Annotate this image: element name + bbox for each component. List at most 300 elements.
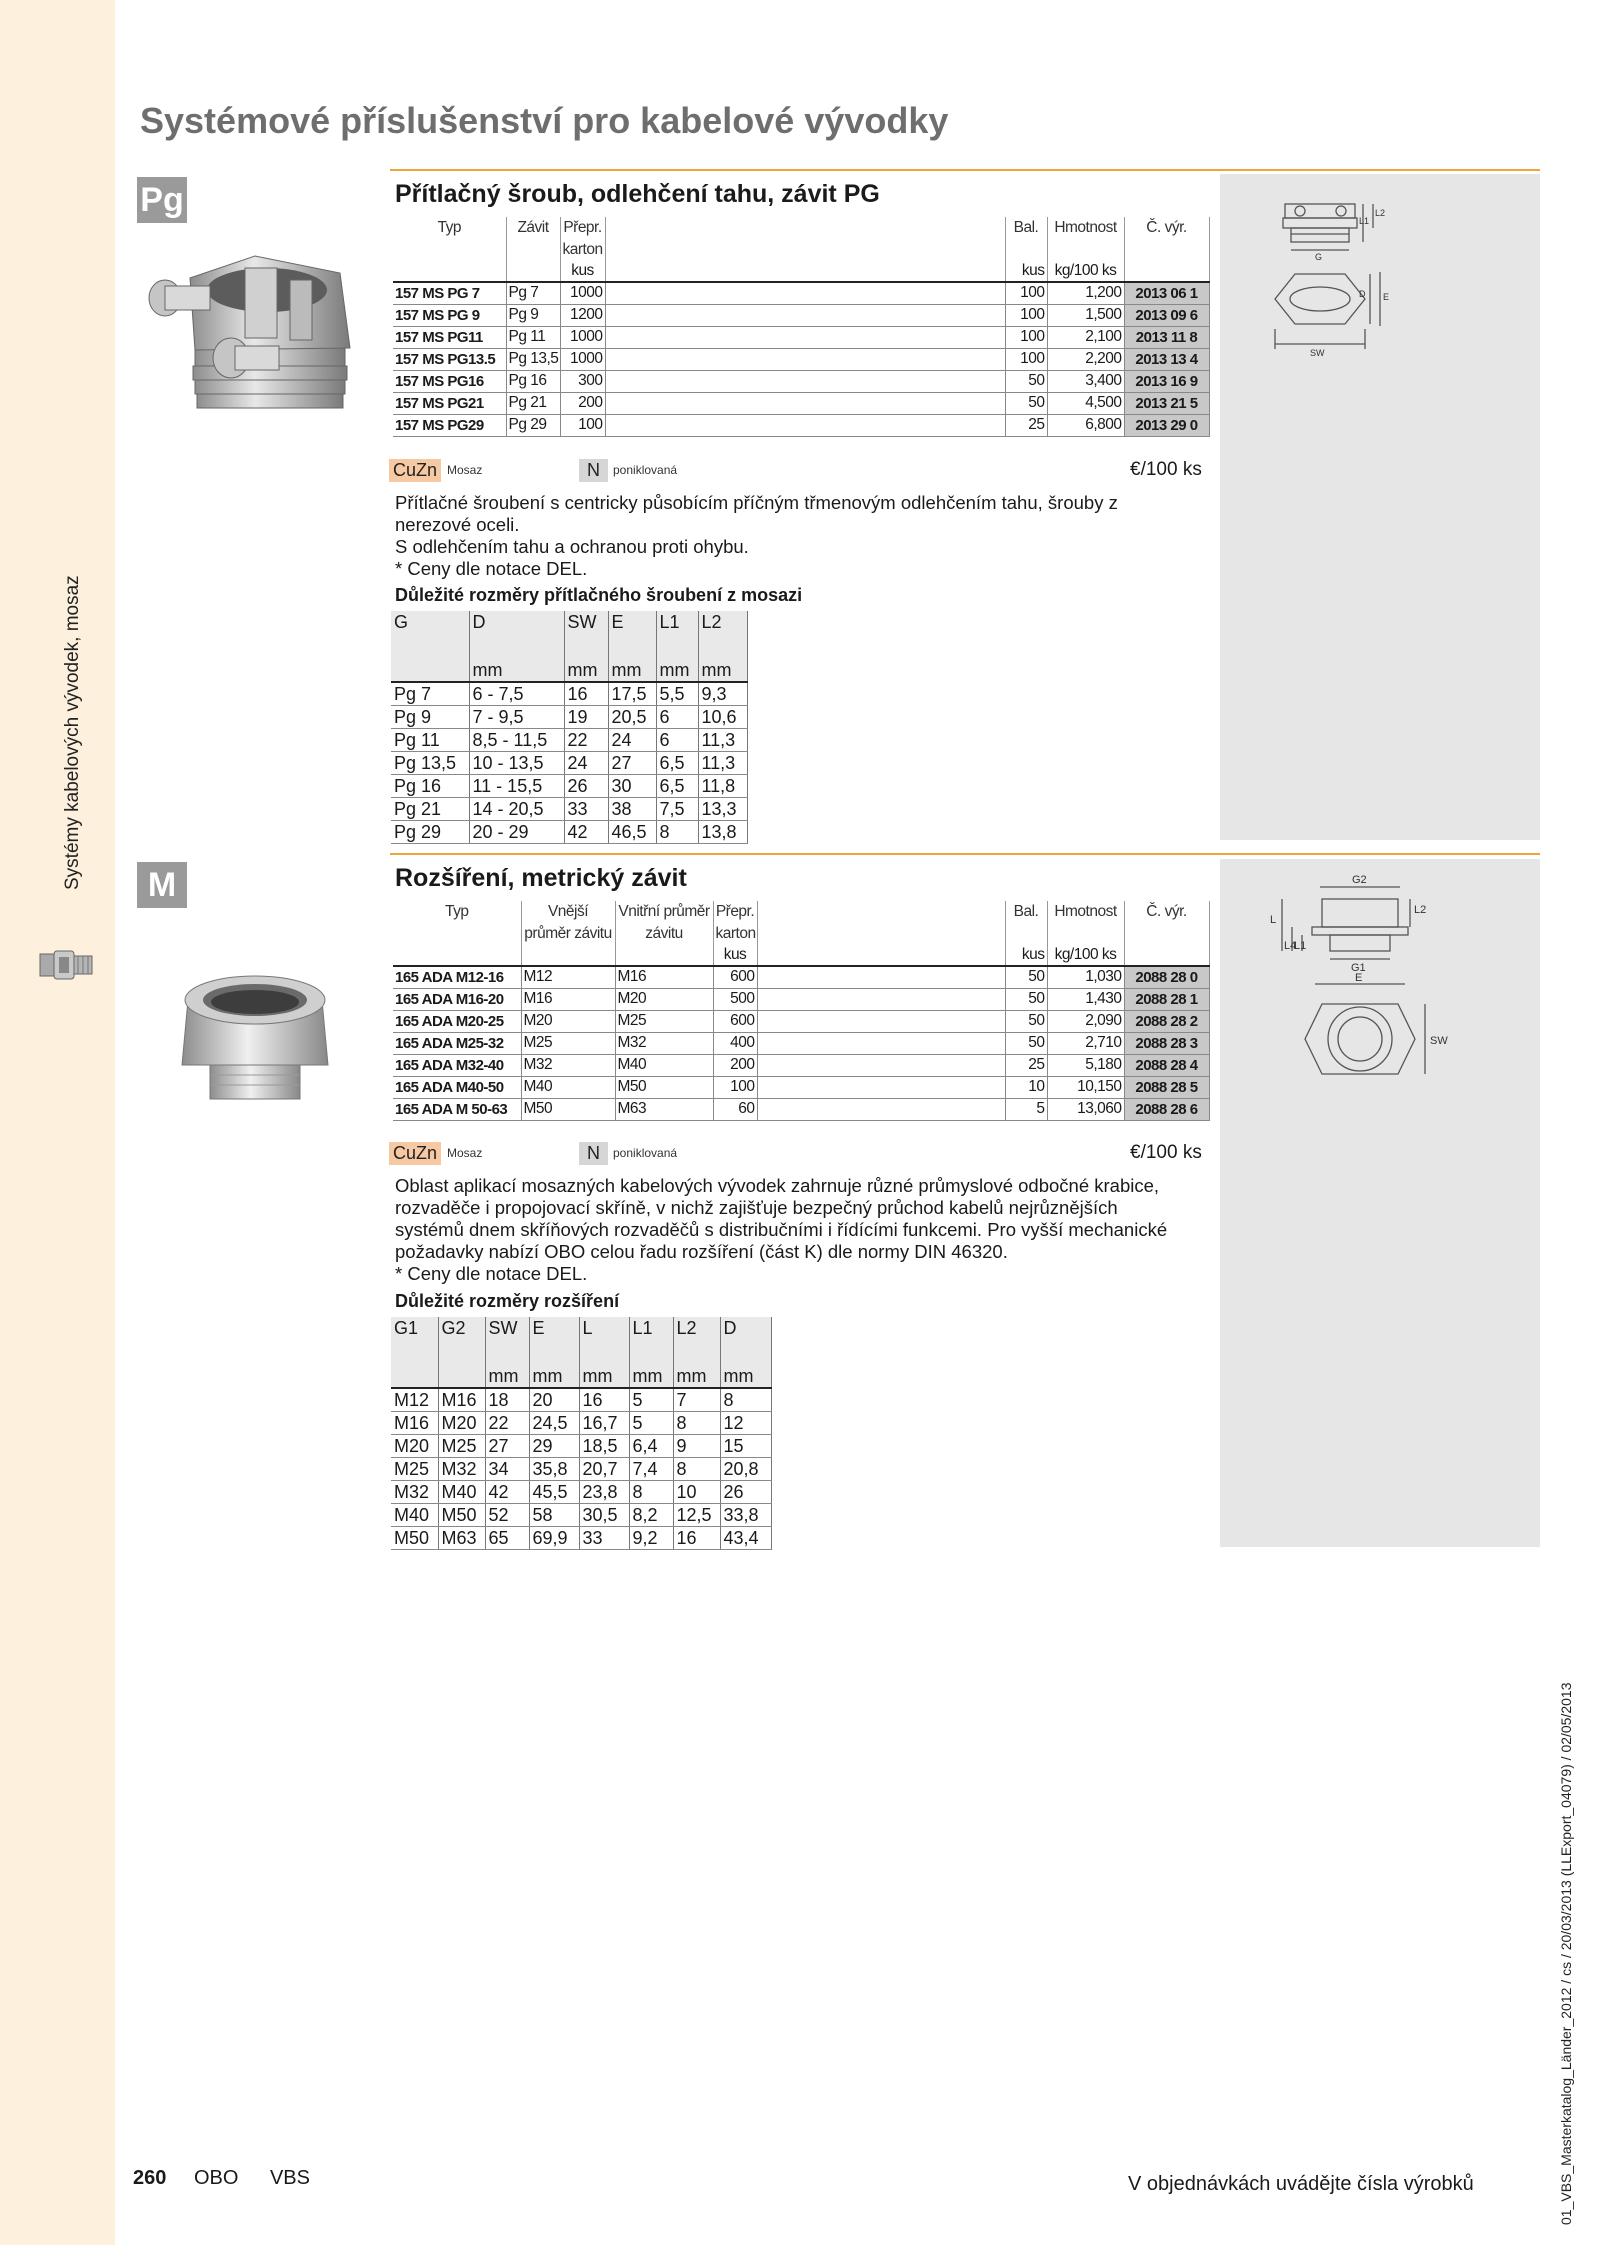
- dim-header: SW: [564, 611, 608, 659]
- dim-cell: 16: [564, 682, 608, 706]
- dim-row: [391, 1458, 771, 1481]
- dim-cell: M12: [391, 1388, 438, 1412]
- drawing-label-l1: L1: [1294, 940, 1307, 952]
- cable-gland-icon: [36, 948, 98, 982]
- cell-typ: 165 ADA M25-32: [393, 1032, 521, 1054]
- dim-cell: 5: [629, 1388, 673, 1412]
- dim-cell: 17,5: [608, 682, 656, 706]
- dim-cell: 7: [673, 1388, 720, 1412]
- finish-label: poniklovaná: [613, 1146, 678, 1160]
- cell-cislo: 2013 09 6: [1124, 304, 1209, 326]
- cell-typ: 157 MS PG29: [393, 414, 506, 436]
- dim-title-m: Důležité rozměry rozšíření: [395, 1291, 620, 1311]
- cell-bal: 5: [1005, 1098, 1047, 1120]
- dim-cell: 52: [485, 1504, 529, 1527]
- dim-header: D: [469, 611, 564, 659]
- section-badge-m: M: [137, 862, 187, 908]
- cell-hmot: 2,200: [1047, 348, 1124, 370]
- cell-cislo: 2013 13 4: [1124, 348, 1209, 370]
- dim-cell: Pg 11: [391, 729, 469, 752]
- dim-header: SW: [485, 1317, 529, 1365]
- dim-units-row: [391, 659, 747, 682]
- table-row: [393, 282, 1209, 304]
- table-row: [393, 1010, 1209, 1032]
- cell-vnitrni: M40: [615, 1054, 713, 1076]
- cell-zavit: Pg 13,5: [506, 348, 560, 370]
- cell-typ: 157 MS PG16: [393, 370, 506, 392]
- dim-cell: 33,8: [720, 1504, 771, 1527]
- cell-bal: 100: [1005, 304, 1047, 326]
- col-hmot: Hmotnost: [1047, 217, 1124, 261]
- dim-row: [391, 775, 747, 798]
- table-row: [393, 326, 1209, 348]
- dim-cell: Pg 16: [391, 775, 469, 798]
- drawing-panel-m: [1220, 859, 1540, 1547]
- description-m: Oblast aplikací mosazných kabelových vývodek zahrnuje různé průmyslové odbočné krabice, rozvaděče i propojovací skříně, v nichž zajišťuje bezpečný průchod kabelů nejrůznějších systémů dnem skříňových rozvaděčů s distribučními i řídícími funkcemi. Pro vyšší mechanické požadavky nabízí OBO celou řadu rozšíření (část K) dle normy DIN 46320. * Ceny dle notace DEL.: [395, 1175, 1168, 1284]
- dim-row: [391, 1481, 771, 1504]
- cell-prepr: 600: [713, 1010, 757, 1032]
- table-row: [393, 988, 1209, 1010]
- cell-hmot: 1,500: [1047, 304, 1124, 326]
- dim-cell: 10,6: [698, 706, 747, 729]
- drawing-label-g: G: [1315, 252, 1323, 262]
- dim-cell: 6,5: [656, 775, 698, 798]
- dim-header: L1: [629, 1317, 673, 1365]
- table-row: [393, 1098, 1209, 1120]
- price-unit: €/100 ks: [1130, 1142, 1202, 1163]
- cell-typ: 165 ADA M40-50: [393, 1076, 521, 1098]
- drawing-label-l1: L1: [1359, 216, 1370, 226]
- dim-cell: 10 - 13,5: [469, 752, 564, 775]
- dim-cell: 30: [608, 775, 656, 798]
- dim-cell: M16: [391, 1412, 438, 1435]
- dim-cell: 8: [720, 1388, 771, 1412]
- dim-header: E: [608, 611, 656, 659]
- dim-row: [391, 1504, 771, 1527]
- cell-typ: 165 ADA M12-16: [393, 966, 521, 988]
- cell-bal: 50: [1005, 370, 1047, 392]
- dim-cell: M32: [438, 1458, 485, 1481]
- dim-cell: 42: [485, 1481, 529, 1504]
- dim-cell: M50: [438, 1504, 485, 1527]
- cell-vnejsi: M12: [521, 966, 615, 988]
- col-hmot: Hmotnost: [1047, 901, 1124, 945]
- dim-cell: 8: [629, 1481, 673, 1504]
- dim-cell: 33: [579, 1527, 629, 1550]
- cell-cislo: 2088 28 5: [1124, 1076, 1209, 1098]
- dim-cell: 20,5: [608, 706, 656, 729]
- material-label: Mosaz: [447, 1146, 483, 1160]
- cell-bal: 50: [1005, 966, 1047, 988]
- table-header: [393, 901, 1209, 945]
- dim-cell: 8,2: [629, 1504, 673, 1527]
- dim-header: L2: [673, 1317, 720, 1365]
- product-table-m: [393, 901, 1210, 1121]
- footer-section: VBS: [269, 2167, 310, 2189]
- table-row: [393, 392, 1209, 414]
- cell-bal: 100: [1005, 326, 1047, 348]
- finish-label: poniklovaná: [613, 463, 678, 477]
- cell-vnitrni: M50: [615, 1076, 713, 1098]
- dim-header-row: [391, 611, 747, 659]
- dim-cell: 9,2: [629, 1527, 673, 1550]
- product-table-pg: [393, 217, 1210, 437]
- dim-row: [391, 706, 747, 729]
- dim-cell: 46,5: [608, 821, 656, 844]
- m-technical-drawing: [1260, 869, 1460, 1099]
- table-units-row: kus kus kg/100 ks: [393, 945, 1209, 966]
- dim-cell: 16: [673, 1527, 720, 1550]
- dim-cell: 18,5: [579, 1435, 629, 1458]
- cell-prepr: 400: [713, 1032, 757, 1054]
- col-typ: Typ: [393, 901, 521, 945]
- cell-zavit: Pg 16: [506, 370, 560, 392]
- dim-cell: 7 - 9,5: [469, 706, 564, 729]
- col-vnitrni: Vnitřní průměr závitu: [615, 901, 713, 945]
- col-prepr: Přepr. karton: [560, 217, 605, 261]
- dim-cell: 35,8: [529, 1458, 579, 1481]
- dim-row: [391, 752, 747, 775]
- cell-hmot: 1,030: [1047, 966, 1124, 988]
- col-zavit: Závit: [506, 217, 560, 261]
- col-bal: Bal.: [1005, 901, 1047, 945]
- dim-header: L: [579, 1317, 629, 1365]
- dim-header: G2: [438, 1317, 485, 1365]
- cell-prepr: 100: [713, 1076, 757, 1098]
- drawing-label-e: E: [1383, 292, 1390, 302]
- dim-row: [391, 821, 747, 844]
- dim-cell: 23,8: [579, 1481, 629, 1504]
- cell-prepr: 200: [713, 1054, 757, 1076]
- col-cislo: Č. výr.: [1124, 217, 1209, 261]
- cell-cislo: 2088 28 3: [1124, 1032, 1209, 1054]
- cell-cislo: 2088 28 1: [1124, 988, 1209, 1010]
- cell-cislo: 2088 28 6: [1124, 1098, 1209, 1120]
- cell-typ: 165 ADA M32-40: [393, 1054, 521, 1076]
- table-units-row: kus kus kg/100 ks: [393, 261, 1209, 282]
- section-badge-pg: Pg: [137, 177, 187, 223]
- table-row: [393, 1032, 1209, 1054]
- finish-badge: N: [579, 1142, 608, 1165]
- dim-cell: 6,4: [629, 1435, 673, 1458]
- col-bal: Bal.: [1005, 217, 1047, 261]
- drawing-label-g2: G2: [1352, 874, 1367, 886]
- dim-cell: Pg 7: [391, 682, 469, 706]
- cell-vnitrni: M20: [615, 988, 713, 1010]
- section-divider: [390, 169, 1540, 171]
- dim-row: [391, 1527, 771, 1550]
- page-number: 260: [133, 2167, 167, 2189]
- dim-unit: mm: [656, 659, 698, 682]
- cell-bal: 50: [1005, 392, 1047, 414]
- cell-hmot: 2,100: [1047, 326, 1124, 348]
- dim-unit: [438, 1365, 485, 1388]
- dim-unit: mm: [469, 659, 564, 682]
- dim-unit: mm: [698, 659, 747, 682]
- cell-hmot: 5,180: [1047, 1054, 1124, 1076]
- dim-table-m: [391, 1317, 772, 1550]
- drawing-label-sw: SW: [1430, 1035, 1448, 1047]
- drawing-label-d: D: [1359, 289, 1366, 299]
- dim-cell: Pg 9: [391, 706, 469, 729]
- dim-cell: M25: [391, 1458, 438, 1481]
- dim-row: [391, 729, 747, 752]
- dim-unit: mm: [629, 1365, 673, 1388]
- cell-cislo: 2013 11 8: [1124, 326, 1209, 348]
- cell-cislo: 2013 29 0: [1124, 414, 1209, 436]
- drawing-label-l: L: [1270, 914, 1277, 926]
- cell-vnejsi: M16: [521, 988, 615, 1010]
- dim-table-pg: [391, 611, 748, 844]
- table-row: [393, 348, 1209, 370]
- cell-vnitrni: M32: [615, 1032, 713, 1054]
- cell-typ: 157 MS PG21: [393, 392, 506, 414]
- dim-cell: 58: [529, 1504, 579, 1527]
- cell-bal: 10: [1005, 1076, 1047, 1098]
- dim-header: L2: [698, 611, 747, 659]
- cell-vnejsi: M40: [521, 1076, 615, 1098]
- dim-cell: 20: [529, 1388, 579, 1412]
- col-vnejsi: Vnější průměr závitu: [521, 901, 615, 945]
- cell-cislo: 2088 28 4: [1124, 1054, 1209, 1076]
- dim-cell: 6: [656, 729, 698, 752]
- material-info: [389, 457, 709, 483]
- dim-cell: 6 - 7,5: [469, 682, 564, 706]
- dim-cell: 6,5: [656, 752, 698, 775]
- cell-hmot: 6,800: [1047, 414, 1124, 436]
- dim-cell: 8,5 - 11,5: [469, 729, 564, 752]
- dim-cell: 11,3: [698, 752, 747, 775]
- dim-cell: 6: [656, 706, 698, 729]
- dim-cell: 33: [564, 798, 608, 821]
- dim-cell: 22: [564, 729, 608, 752]
- cell-prepr: 500: [713, 988, 757, 1010]
- dim-row: [391, 1435, 771, 1458]
- footer-note: V objednávkách uvádějte čísla výrobků: [1128, 2173, 1474, 2195]
- dim-cell: 9,3: [698, 682, 747, 706]
- dim-cell: 9: [673, 1435, 720, 1458]
- dim-cell: 10: [673, 1481, 720, 1504]
- cell-vnejsi: M50: [521, 1098, 615, 1120]
- cell-cislo: 2088 28 2: [1124, 1010, 1209, 1032]
- dim-cell: 14 - 20,5: [469, 798, 564, 821]
- dim-cell: 26: [564, 775, 608, 798]
- cell-prepr: 1000: [560, 282, 605, 304]
- cell-bal: 50: [1005, 1032, 1047, 1054]
- dim-cell: 27: [485, 1435, 529, 1458]
- dim-cell: M63: [438, 1527, 485, 1550]
- table-row: [393, 304, 1209, 326]
- dim-row: [391, 798, 747, 821]
- cell-hmot: 13,060: [1047, 1098, 1124, 1120]
- dim-cell: 13,3: [698, 798, 747, 821]
- cell-vnitrni: M63: [615, 1098, 713, 1120]
- dim-unit: mm: [720, 1365, 771, 1388]
- cell-typ: 165 ADA M20-25: [393, 1010, 521, 1032]
- dim-cell: M40: [391, 1504, 438, 1527]
- dim-cell: 12,5: [673, 1504, 720, 1527]
- section-title-pg: Přítlačný šroub, odlehčení tahu, závit PG: [395, 180, 880, 208]
- drawing-label-l4: L4: [1284, 940, 1297, 952]
- material-badge: CuZn: [389, 1142, 441, 1165]
- cell-zavit: Pg 9: [506, 304, 560, 326]
- material-info: [389, 1140, 709, 1166]
- dim-cell: M25: [438, 1435, 485, 1458]
- dim-cell: M50: [391, 1527, 438, 1550]
- dim-header: D: [720, 1317, 771, 1365]
- dim-cell: 18: [485, 1388, 529, 1412]
- cell-zavit: Pg 21: [506, 392, 560, 414]
- cell-hmot: 4,500: [1047, 392, 1124, 414]
- cell-zavit: Pg 7: [506, 282, 560, 304]
- drawing-label-g1: G1: [1351, 962, 1366, 974]
- dim-cell: 65: [485, 1527, 529, 1550]
- dim-row: [391, 1388, 771, 1412]
- pg-technical-drawing: [1255, 194, 1455, 404]
- table-row: [393, 1054, 1209, 1076]
- footer-left: [133, 2167, 336, 2190]
- dim-unit: mm: [564, 659, 608, 682]
- cell-prepr: 60: [713, 1098, 757, 1120]
- description-pg: Přítlačné šroubení s centricky působícím příčným třmenovým odlehčením tahu, šrouby z nerezové oceli. S odlehčením tahu a ochranou proti ohybu. * Ceny dle notace DEL.: [395, 492, 1118, 579]
- cell-zavit: Pg 29: [506, 414, 560, 436]
- dim-cell: 5,5: [656, 682, 698, 706]
- cell-typ: 157 MS PG11: [393, 326, 506, 348]
- dim-cell: 16,7: [579, 1412, 629, 1435]
- dim-title-pg: Důležité rozměry přítlačného šroubení z mosazi: [395, 585, 803, 605]
- cell-bal: 25: [1005, 414, 1047, 436]
- cell-zavit: Pg 11: [506, 326, 560, 348]
- dim-cell: 29: [529, 1435, 579, 1458]
- table-row: [393, 414, 1209, 436]
- dim-cell: 24: [564, 752, 608, 775]
- col-typ: Typ: [393, 217, 506, 261]
- dim-cell: M16: [438, 1388, 485, 1412]
- dim-header: L1: [656, 611, 698, 659]
- dim-cell: 22: [485, 1412, 529, 1435]
- dim-cell: M32: [391, 1481, 438, 1504]
- cell-vnejsi: M20: [521, 1010, 615, 1032]
- dim-unit: mm: [673, 1365, 720, 1388]
- pressure-screw-product-image: [135, 228, 375, 433]
- cell-typ: 157 MS PG 7: [393, 282, 506, 304]
- dim-unit: mm: [608, 659, 656, 682]
- cell-cislo: 2088 28 0: [1124, 966, 1209, 988]
- cell-prepr: 1000: [560, 348, 605, 370]
- dim-header-row: [391, 1317, 771, 1365]
- dim-header: E: [529, 1317, 579, 1365]
- cell-hmot: 1,430: [1047, 988, 1124, 1010]
- dim-cell: 38: [608, 798, 656, 821]
- material-label: Mosaz: [447, 463, 483, 477]
- cell-typ: 157 MS PG 9: [393, 304, 506, 326]
- cell-typ: 165 ADA M16-20: [393, 988, 521, 1010]
- cell-vnejsi: M32: [521, 1054, 615, 1076]
- dim-cell: 11 - 15,5: [469, 775, 564, 798]
- cell-prepr: 100: [560, 414, 605, 436]
- cell-prepr: 300: [560, 370, 605, 392]
- dim-cell: 19: [564, 706, 608, 729]
- cell-bal: 50: [1005, 988, 1047, 1010]
- cell-cislo: 2013 16 9: [1124, 370, 1209, 392]
- dim-cell: 42: [564, 821, 608, 844]
- cell-prepr: 1000: [560, 326, 605, 348]
- dim-units-row: [391, 1365, 771, 1388]
- drawing-label-l2: L2: [1414, 904, 1427, 916]
- dim-cell: 15: [720, 1435, 771, 1458]
- cell-bal: 100: [1005, 282, 1047, 304]
- dim-cell: 8: [673, 1458, 720, 1481]
- dim-header: G1: [391, 1317, 438, 1365]
- dim-cell: 8: [673, 1412, 720, 1435]
- dim-cell: 7,5: [656, 798, 698, 821]
- table-row: [393, 370, 1209, 392]
- cell-hmot: 1,200: [1047, 282, 1124, 304]
- price-unit: €/100 ks: [1130, 459, 1202, 480]
- dim-cell: 27: [608, 752, 656, 775]
- dim-cell: M20: [391, 1435, 438, 1458]
- cell-hmot: 10,150: [1047, 1076, 1124, 1098]
- dim-unit: mm: [529, 1365, 579, 1388]
- material-badge: CuZn: [389, 459, 441, 482]
- dim-cell: 16: [579, 1388, 629, 1412]
- left-sidebar: [0, 0, 115, 2245]
- dim-cell: 30,5: [579, 1504, 629, 1527]
- dim-cell: Pg 29: [391, 821, 469, 844]
- dim-cell: 20 - 29: [469, 821, 564, 844]
- dim-cell: 7,4: [629, 1458, 673, 1481]
- catalog-stamp: 01_VBS_Masterkatalog_Länder_2012 / cs / 20/03/2013 (LLExport_04079) / 02/05/2013: [1558, 1682, 1574, 2225]
- cell-bal: 100: [1005, 348, 1047, 370]
- cell-bal: 50: [1005, 1010, 1047, 1032]
- dim-unit: [391, 1365, 438, 1388]
- dim-cell: 26: [720, 1481, 771, 1504]
- cell-prepr: 1200: [560, 304, 605, 326]
- table-row: [393, 966, 1209, 988]
- dim-header: G: [391, 611, 469, 659]
- cell-vnitrni: M25: [615, 1010, 713, 1032]
- cell-hmot: 2,710: [1047, 1032, 1124, 1054]
- drawing-panel-pg: [1220, 174, 1540, 840]
- dim-unit: [391, 659, 469, 682]
- dim-cell: 11,8: [698, 775, 747, 798]
- dim-row: [391, 682, 747, 706]
- dim-cell: Pg 13,5: [391, 752, 469, 775]
- footer-brand: OBO: [193, 2167, 239, 2189]
- dim-unit: mm: [579, 1365, 629, 1388]
- cell-hmot: 2,090: [1047, 1010, 1124, 1032]
- page-title: Systémové příslušenství pro kabelové vývodky: [140, 100, 949, 141]
- dim-cell: 34: [485, 1458, 529, 1481]
- dim-cell: 20,8: [720, 1458, 771, 1481]
- dim-cell: 20,7: [579, 1458, 629, 1481]
- dim-cell: 12: [720, 1412, 771, 1435]
- table-header: [393, 217, 1209, 261]
- dim-cell: M20: [438, 1412, 485, 1435]
- dim-cell: Pg 21: [391, 798, 469, 821]
- cell-cislo: 2013 21 5: [1124, 392, 1209, 414]
- dim-cell: 24,5: [529, 1412, 579, 1435]
- dim-cell: 69,9: [529, 1527, 579, 1550]
- drawing-label-sw: SW: [1310, 348, 1325, 358]
- cell-typ: 157 MS PG13.5: [393, 348, 506, 370]
- table-row: [393, 1076, 1209, 1098]
- dim-cell: 5: [629, 1412, 673, 1435]
- extension-product-image: [170, 960, 340, 1110]
- dim-unit: mm: [485, 1365, 529, 1388]
- cell-cislo: 2013 06 1: [1124, 282, 1209, 304]
- dim-cell: 13,8: [698, 821, 747, 844]
